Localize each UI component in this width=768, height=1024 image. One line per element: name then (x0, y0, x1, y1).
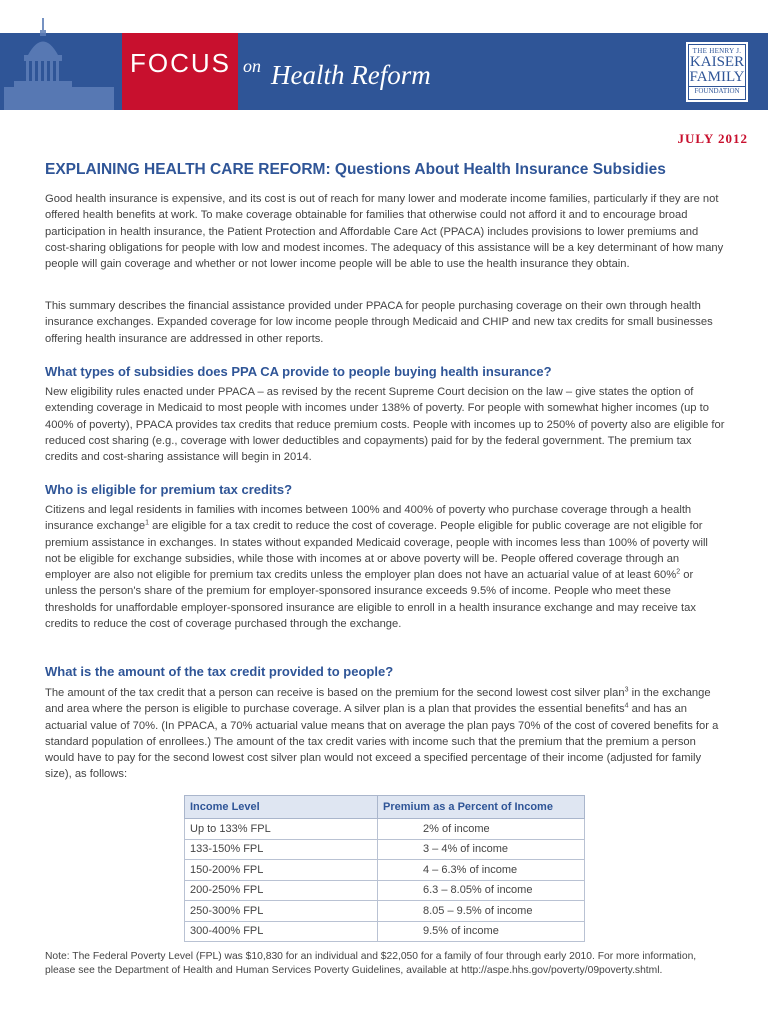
page-title: EXPLAINING HEALTH CARE REFORM: Questions About Health Insurance Subsidies (45, 161, 666, 178)
intro-paragraph-2: This summary describes the financial assistance provided under PPACA for people purchasing coverage on their own through health insurance exchanges. Expanded coverage for low income people through Medicaid and CHIP and new tax credits for small businesses offering health insurance are addressed in other reports. (45, 300, 713, 345)
column-header: Income Level (185, 796, 378, 819)
footnote-ref: 1 (145, 519, 150, 527)
income-level-cell: 300-400% FPL (185, 921, 378, 942)
q3-text-part: The amount of the tax credit that a person can receive is based on the premium for the second lowest cost silver plan (45, 687, 625, 699)
publication-date: JULY 2012 (677, 131, 748, 146)
logo-line-3: FAMILY (689, 69, 745, 85)
table-row (185, 880, 585, 901)
table-row (185, 901, 585, 922)
q3-text-part: in the exchange and area where the person is eligible to purchase coverage. A silver plan is a plan that provides the essential benefits (45, 687, 711, 716)
q2-text-part: Citizens and legal residents in families with incomes between 100% and 400% of poverty who purchase coverage through a health insurance exchange (45, 504, 692, 533)
q3-text-part: and has an actuarial value of 70%. (In PPACA, a 70% actuarial value means that on average the plan pays 70% of the cost of covered benefits for a standard population of enrollees.) The amount of the tax credit varies with income such that the premium that the premium a person would have to pay for the second lowest cost silver plan would not exceed a specified percentage of their income (adjusted for family size), as follows: (45, 703, 719, 781)
table-row (185, 839, 585, 860)
table-row (185, 921, 585, 942)
question-1-heading: What types of subsidies does PPA CA provide to people buying health insurance? (45, 364, 552, 379)
q2-text-part: are eligible for a tax credit to reduce the cost of coverage. People eligible for public coverage are not eligible for premium assistance in exchanges. In states without expanded Medicaid coverage, people with incomes less than 100% of poverty will not be eligible for exchange subsidies, while those with incomes at or above poverty will be. People offered coverage through an employer are also not eligible for premium tax credits unless the employer plan does not have an actuarial value of at least 60% (45, 520, 708, 582)
income-level-cell: 250-300% FPL (185, 901, 378, 922)
footnote-ref: 3 (624, 686, 629, 694)
question-2-text (45, 502, 725, 632)
focus-label: FOCUS (130, 48, 231, 78)
column-header: Premium as a Percent of Income (378, 796, 585, 819)
q2-text-part: or unless the person's share of the premium for employer-sponsored insurance exceeds 9.5% of income. People who meet these thresholds for unaffordable employer-sponsored insurance are eligible to enroll in a health insurance exchange and may receive tax credits to reduce the cost of coverage purchased through the exchange. (45, 569, 696, 631)
logo-line-2: KAISER (689, 54, 745, 70)
footnote-ref: 4 (624, 702, 629, 710)
question-2-heading: Who is eligible for premium tax credits? (45, 482, 293, 497)
kff-logo (686, 42, 748, 102)
footnote-note: Note: The Federal Poverty Level (FPL) was $10,830 for an individual and $22,050 for a family of four through early 2010. For more information, please see the Department of Health and Human Services Poverty Guidelines, available at http://aspe.hhs.gov/poverty/09poverty.shtml. (45, 951, 697, 976)
question-3-heading: What is the amount of the tax credit provided to people? (45, 664, 394, 679)
income-level-cell: 133-150% FPL (185, 839, 378, 860)
logo-line-1: THE HENRY J. (692, 47, 742, 55)
table-row (185, 860, 585, 881)
income-level-cell: 150-200% FPL (185, 860, 378, 881)
on-label: on (243, 56, 261, 76)
premium-percent-cell: 3 – 4% of income (378, 839, 585, 860)
premium-percent-cell: 2% of income (378, 819, 585, 840)
subsidy-table (184, 795, 585, 942)
question-1-text: New eligibility rules enacted under PPACA – as revised by the recent Supreme Court decision on the law – give states the option of extending coverage in Medicaid to most people with incomes under 138% of poverty. For people with somewhat higher incomes (up to 400% of poverty), PPACA provides tax credits that reduce premium costs. People with incomes up to 250% of poverty also are eligible for reduced cost sharing (e.g., coverage with lower deductibles and copayments) paid for by the federal government. The premium tax credits and cost-sharing assistance will begin in 2014. (45, 386, 725, 464)
table-header-row (185, 796, 585, 819)
premium-percent-cell: 8.05 – 9.5% of income (378, 901, 585, 922)
premium-percent-cell: 6.3 – 8.05% of income (378, 880, 585, 901)
logo-line-4: FOUNDATION (689, 86, 745, 95)
capitol-dome-icon (0, 10, 130, 110)
premium-percent-cell: 9.5% of income (378, 921, 585, 942)
footnote-ref: 2 (676, 568, 681, 576)
premium-percent-cell: 4 – 6.3% of income (378, 860, 585, 881)
publication-title: Health Reform (271, 60, 431, 90)
table-row (185, 819, 585, 840)
intro-paragraph-1: Good health insurance is expensive, and its cost is out of reach for many lower and moderate income families, particularly if they are not offered health benefits at work. To make coverage obtainable for families that otherwise could not afford it and to encourage broad participation in health insurance, the Patient Protection and Affordable Care Act (PPACA) includes provisions to lower premiums and cost-sharing obligations for people with low and modest incomes. The adequacy of this assistance will be a key determinant of how many people will gain coverage and whether or not lower income people will be able to use the health insurance they obtain. (45, 193, 724, 271)
question-3-text (45, 685, 725, 783)
income-level-cell: Up to 133% FPL (185, 819, 378, 840)
income-level-cell: 200-250% FPL (185, 880, 378, 901)
